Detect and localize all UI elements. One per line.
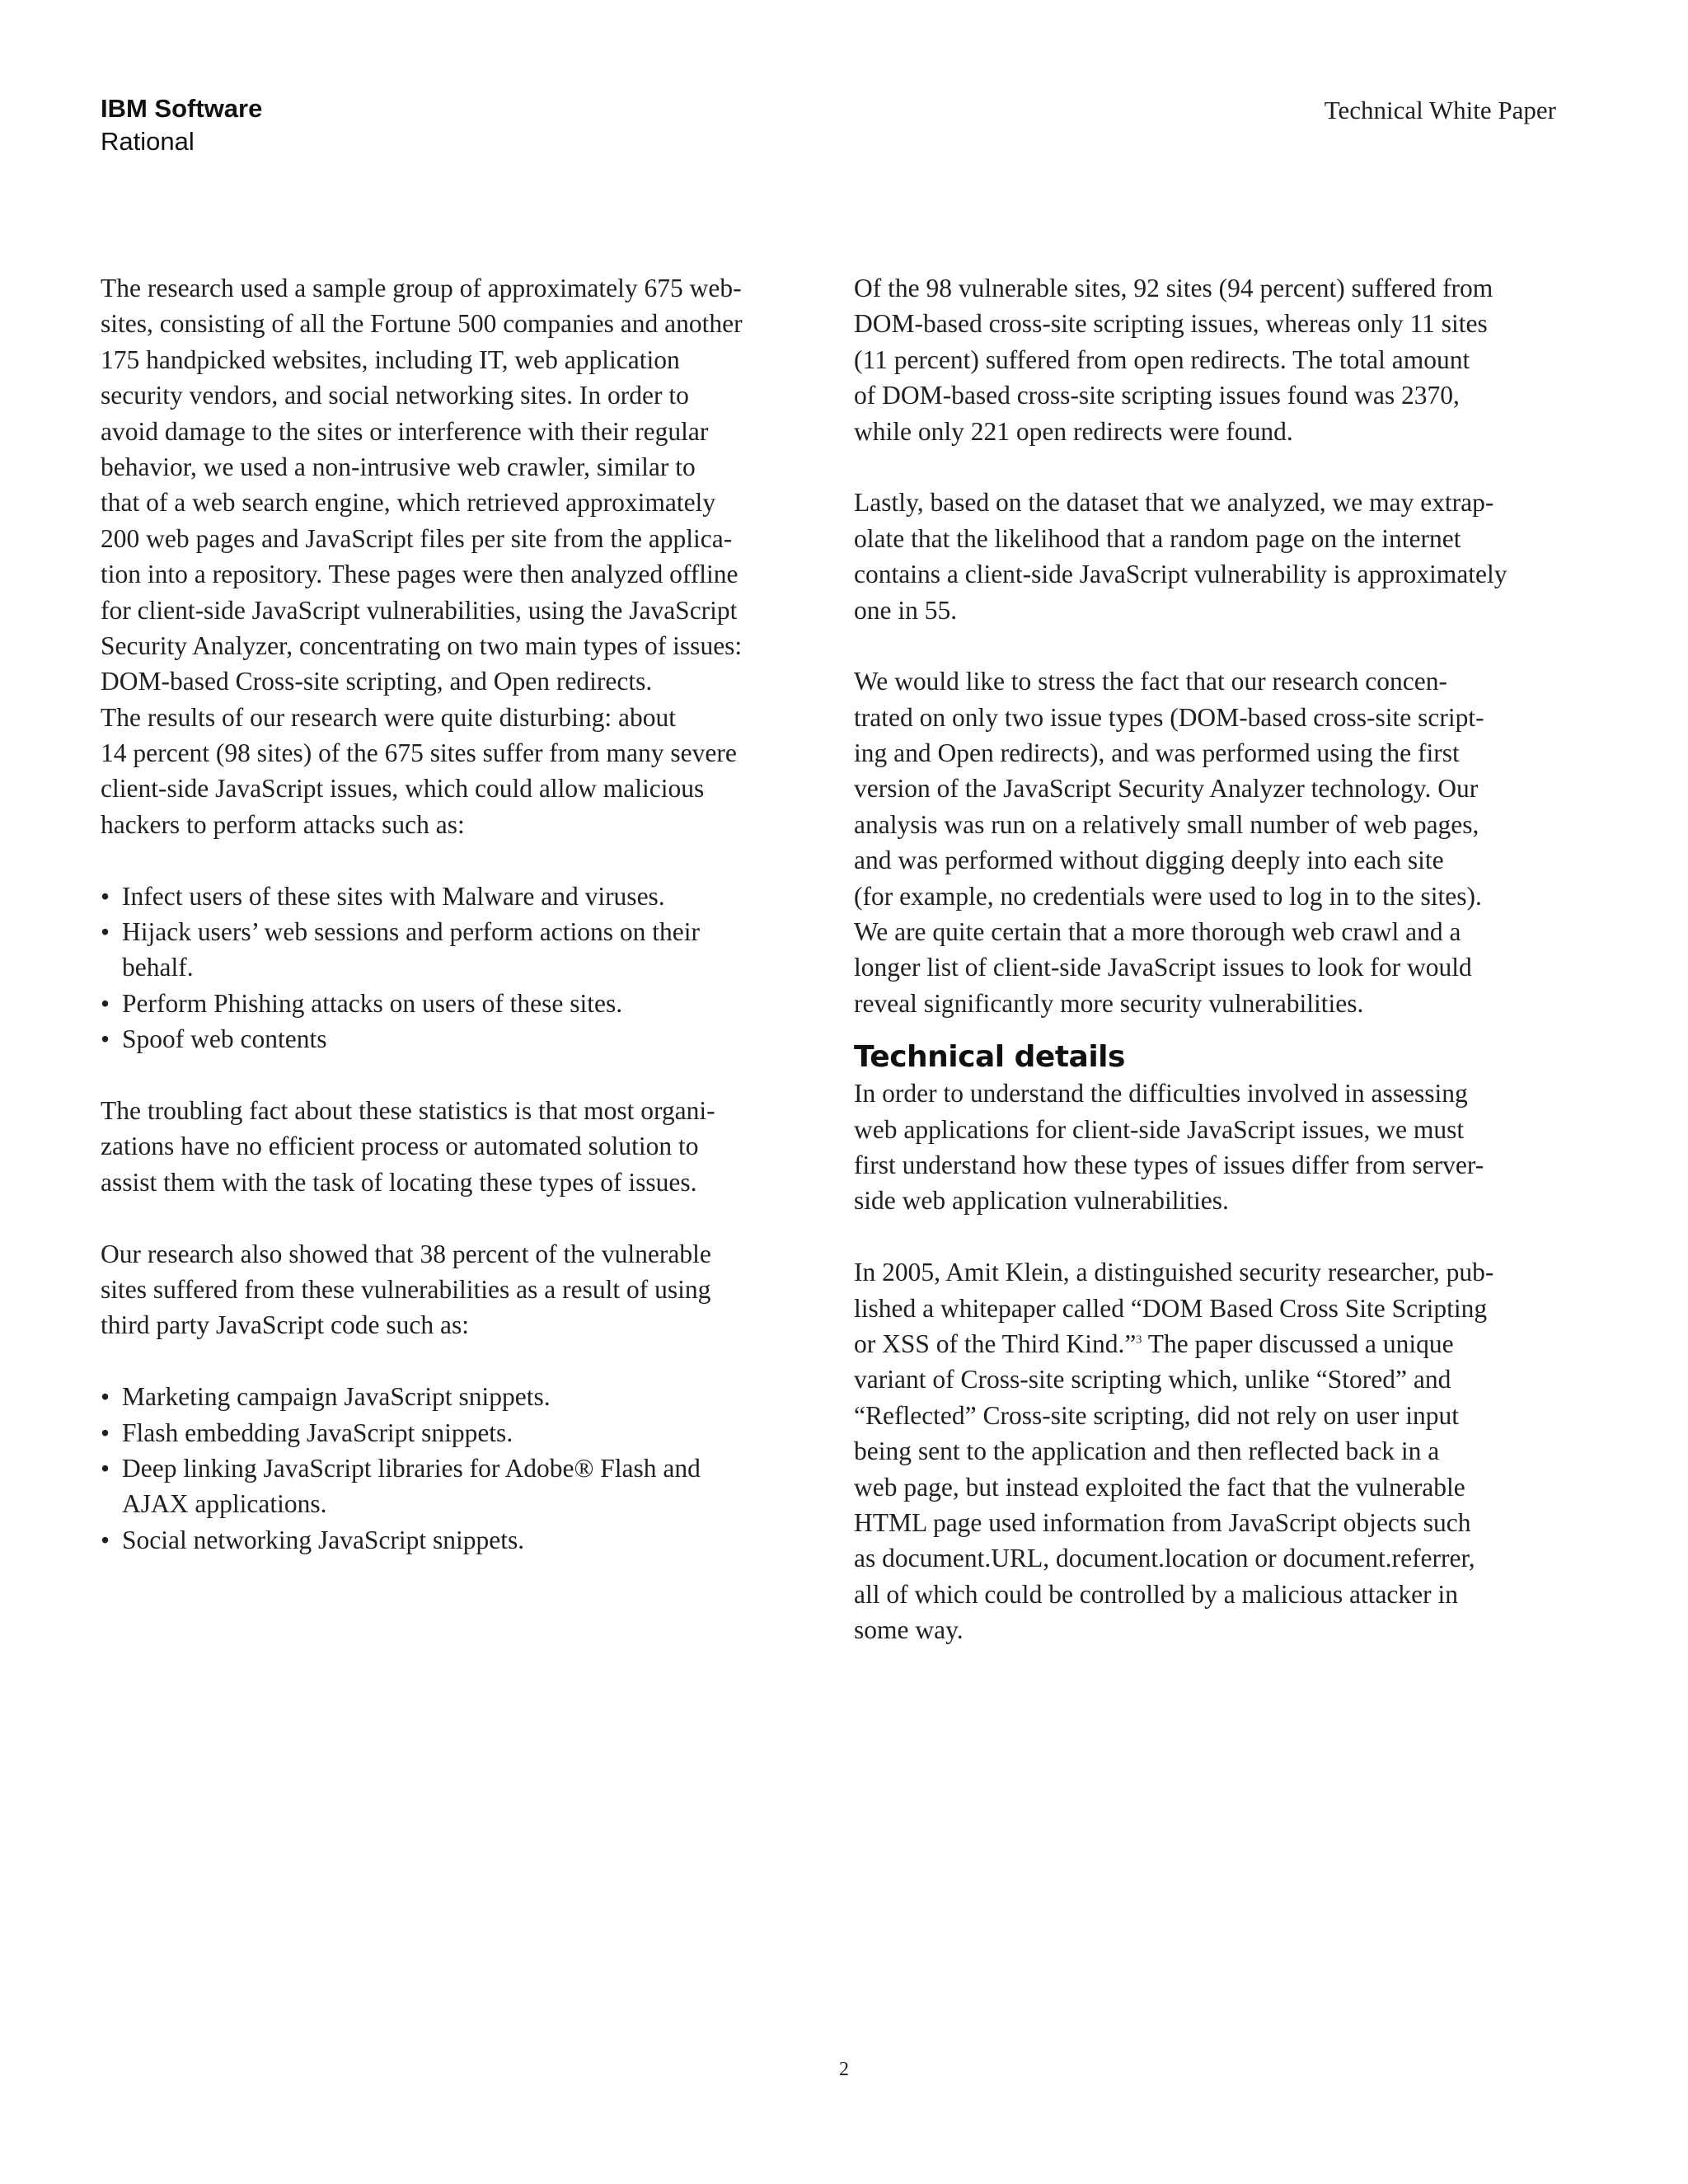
bullet-icon: •	[101, 1418, 110, 1447]
bullet-list-attacks	[101, 879, 809, 1057]
text-line: sites, consisting of all the Fortune 500 companies and another	[101, 309, 743, 339]
bullet-icon: •	[101, 1453, 110, 1483]
text-line: In 2005, Amit Klein, a distinguished security researcher, pub-	[854, 1258, 1494, 1287]
text-line: analysis was run on a relatively small number of web pages,	[854, 809, 1479, 839]
text-line: (11 percent) suffered from open redirects. The total amount	[854, 344, 1470, 374]
text-line: while only 221 open redirects were found.	[854, 416, 1293, 446]
bullet-icon: •	[101, 1382, 110, 1412]
text-line: The research used a sample group of approximately 675 web-	[101, 274, 742, 302]
list-item: • Perform Phishing attacks on users of these sites.	[101, 986, 809, 1021]
paragraph-third-party	[101, 1236, 809, 1343]
text-line: that of a web search engine, which retrieved approximately	[101, 488, 716, 518]
text-line: web page, but instead exploited the fact that the vulnerable	[854, 1472, 1465, 1502]
left-column	[101, 270, 809, 1558]
text-line: of DOM-based cross-site scripting issues found was 2370,	[854, 381, 1460, 410]
document-type: Technical White Paper	[1324, 96, 1556, 124]
text-line: variant of Cross-site scripting which, unlike “Stored” and	[854, 1365, 1451, 1394]
text-line: Of the 98 vulnerable sites, 92 sites (94 percent) suffered from	[854, 274, 1493, 302]
text-line: being sent to the application and then reflected back in a	[854, 1436, 1440, 1466]
bullet-icon: •	[101, 1525, 110, 1554]
paragraph-troubling-fact	[101, 1093, 809, 1200]
text-line: as document.URL, document.location or document.referrer,	[854, 1544, 1475, 1573]
text-line: third party JavaScript code such as:	[101, 1310, 469, 1340]
text-line: 200 web pages and JavaScript files per site from the applica-	[101, 523, 733, 553]
text-line: tion into a repository. These pages were then analyzed offline	[101, 560, 738, 589]
text-line: zations have no efficient process or automated solution to	[101, 1132, 699, 1161]
header-branding	[101, 92, 262, 158]
bullet-icon: •	[101, 917, 110, 947]
bullet-icon: •	[101, 988, 110, 1018]
list-item: • Deep linking JavaScript libraries for Adobe® Flash and	[101, 1451, 809, 1486]
brand-name: IBM Software	[101, 94, 263, 123]
section-heading: Technical details	[854, 1040, 1125, 1075]
text-line: Our research also showed that 38 percent of the vulnerable	[101, 1239, 711, 1268]
paragraph-stress-fact	[854, 663, 1563, 1021]
list-item: • Hijack users’ web sessions and perform actions on their	[101, 914, 809, 949]
text-line: behavior, we used a non-intrusive web crawler, similar to	[101, 452, 696, 481]
text-line: contains a client-side JavaScript vulnerability is approximately	[854, 560, 1507, 589]
text-line: 175 handpicked websites, including IT, web application	[101, 344, 680, 374]
text-line: longer list of client-side JavaScript issues to look for would	[854, 953, 1472, 982]
text-line: hackers to perform attacks such as:	[101, 809, 465, 839]
right-column	[854, 270, 1563, 1647]
text-line: security vendors, and social networking sites. In order to	[101, 381, 689, 410]
text-line: client-side JavaScript issues, which could allow malicious	[101, 774, 705, 804]
text-line: avoid damage to the sites or interference with their regular	[101, 416, 709, 446]
footnote-reference[interactable]: 3	[1136, 1333, 1142, 1347]
text-line: version of the JavaScript Security Analyzer technology. Our	[854, 774, 1479, 804]
text-line: all of which could be controlled by a malicious attacker in	[854, 1579, 1459, 1609]
bullet-icon: •	[101, 881, 110, 911]
list-item: • Spoof web contents	[101, 1021, 809, 1057]
list-item: • Infect users of these sites with Malware and viruses.	[101, 879, 809, 914]
text-line: 14 percent (98 sites) of the 675 sites suffer from many severe	[101, 738, 737, 768]
bullet-list-snippets	[101, 1379, 809, 1558]
text-line: DOM-based cross-site scripting issues, whereas only 11 sites	[854, 309, 1488, 339]
text-line: trated on only two issue types (DOM-based cross-site script-	[854, 702, 1484, 732]
text-line: side web application vulnerabilities.	[854, 1186, 1229, 1216]
list-item: • Flash embedding JavaScript snippets.	[101, 1415, 809, 1451]
text-line: one in 55.	[854, 595, 958, 625]
paragraph-vulnerable-sites	[854, 270, 1563, 449]
text-line: web applications for client-side JavaScript issues, we must	[854, 1114, 1465, 1144]
paragraph-understand	[854, 1076, 1563, 1219]
text-line: The results of our research were quite disturbing: about	[101, 702, 677, 732]
text-line: (for example, no credentials were used to log in to the sites).	[854, 881, 1482, 911]
division-name: Rational	[101, 127, 195, 156]
text-line: or XSS of the Third Kind.”$^3$ The paper discussed a unique	[854, 1329, 1454, 1358]
text-line: sites suffered from these vulnerabilities as a result of using	[101, 1274, 711, 1304]
text-line: We would like to stress the fact that our research concen-	[854, 667, 1447, 696]
paragraph-likelihood	[854, 485, 1563, 628]
text-line: lished a whitepaper called “DOM Based Cross Site Scripting	[854, 1293, 1488, 1323]
text-line: In order to understand the difficulties involved in assessing	[854, 1079, 1468, 1108]
text-line: ing and Open redirects), and was performed using the first	[854, 738, 1460, 768]
text-line: Security Analyzer, concentrating on two main types of issues:	[101, 630, 743, 660]
text-line: HTML page used information from JavaScript objects such	[854, 1507, 1471, 1537]
text-line: “Reflected” Cross-site scripting, did not rely on user input	[854, 1400, 1459, 1430]
list-item-continuation: behalf.	[122, 953, 194, 982]
text-line: We are quite certain that a more thorough web crawl and a	[854, 917, 1461, 947]
text-line: reveal significantly more security vulnerabilities.	[854, 988, 1364, 1018]
text-line: assist them with the task of locating these types of issues.	[101, 1167, 697, 1197]
text-line: olate that the likelihood that a random page on the internet	[854, 523, 1461, 553]
list-item: • Marketing campaign JavaScript snippets.	[101, 1379, 809, 1414]
text-line: The troubling fact about these statistics is that most organi-	[101, 1095, 715, 1125]
text-line: for client-side JavaScript vulnerabilities, using the JavaScript	[101, 595, 738, 625]
text-line: some way.	[854, 1615, 964, 1645]
paragraph-amit-klein	[854, 1254, 1563, 1647]
bullet-icon: •	[101, 1024, 110, 1054]
list-item: • Social networking JavaScript snippets.	[101, 1522, 809, 1558]
text-line: Lastly, based on the dataset that we analyzed, we may extrap-	[854, 488, 1494, 518]
page-number: 2	[839, 2059, 849, 2080]
text-line: DOM-based Cross-site scripting, and Open redirects.	[101, 667, 653, 696]
list-item-continuation: AJAX applications.	[122, 1489, 327, 1519]
text-line: first understand how these types of issues differ from server-	[854, 1150, 1484, 1179]
paragraph-research-sample	[101, 270, 809, 842]
text-line: and was performed without digging deeply into each site	[854, 846, 1444, 875]
